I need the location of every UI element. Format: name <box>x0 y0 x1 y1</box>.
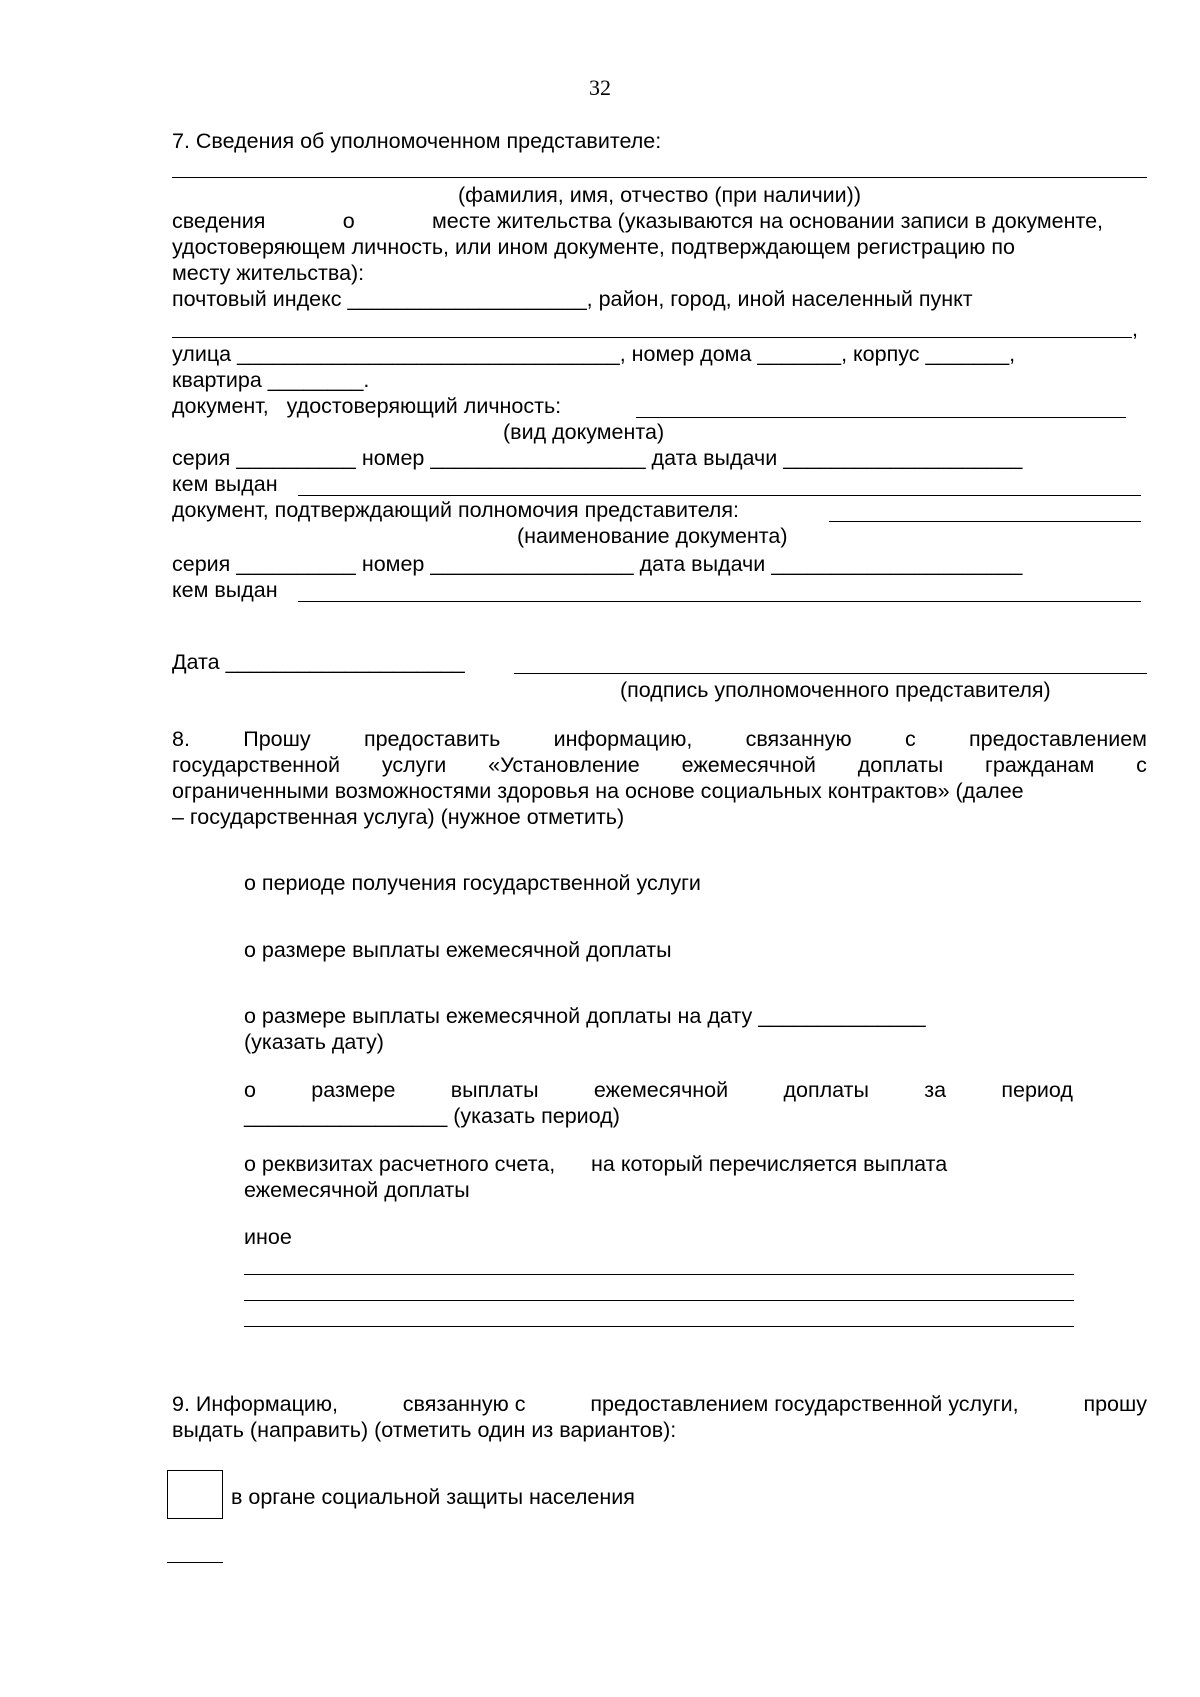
residence-word: о <box>342 209 355 233</box>
section-8-word: Прошу <box>243 727 311 751</box>
section-8-line-4: – государственная услуга) (нужное отметить) <box>172 805 625 829</box>
series-number-line-2: серия __________ номер _________________ дата выдачи _____________________ <box>172 552 1023 576</box>
apartment-line: квартира ________. <box>172 368 370 392</box>
issued-by-label-2: кем выдан <box>172 578 278 602</box>
option-word: выплаты <box>450 1078 539 1102</box>
authority-document-field-line[interactable] <box>829 521 1141 522</box>
section-9-word: предоставлением государственной услуги, <box>590 1392 1019 1416</box>
other-field-line-1[interactable] <box>244 1274 1074 1275</box>
signature-caption: (подпись уполномоченного представителя) <box>620 678 1051 702</box>
section-8-word: предоставить <box>363 727 501 751</box>
option-word: ежемесячной <box>593 1078 729 1102</box>
date-line: Дата ____________________ <box>172 650 465 674</box>
document-type-caption: (вид документа) <box>503 420 665 444</box>
id-document-field-line[interactable] <box>636 417 1126 418</box>
street-line: улица ________________________________, номер дома _______, корпус _______, <box>172 342 1016 366</box>
section-8-word: информацию, <box>553 727 693 751</box>
option-word: о <box>244 1078 256 1102</box>
section-8-word: с <box>904 727 916 751</box>
option-other[interactable]: иное <box>244 1225 292 1249</box>
series-number-line-1: серия __________ номер __________________ дата выдачи ____________________ <box>172 446 1023 470</box>
residence-word: сведения <box>172 209 266 233</box>
fio-field-line[interactable] <box>172 177 1147 178</box>
option-payment-amount[interactable]: о размере выплаты ежемесячной доплаты <box>244 938 672 962</box>
section-8-line-2 <box>172 752 1147 778</box>
option-word: за <box>924 1078 947 1102</box>
option-specify-date: (указать дату) <box>244 1030 384 1054</box>
other-field-line-2[interactable] <box>244 1300 1074 1301</box>
residence-line-2: удостоверяющем личность, или ином документе, подтверждающем регистрацию по <box>172 235 1015 259</box>
option-word: период <box>1001 1078 1073 1102</box>
option-account-details-2: ежемесячной доплаты <box>244 1178 470 1202</box>
option-word: размере <box>311 1078 396 1102</box>
section-8-word: «Установление <box>488 753 640 777</box>
issued-by-label-1: кем выдан <box>172 472 278 496</box>
section-9-line-1 <box>172 1391 1147 1417</box>
other-field-line-3[interactable] <box>244 1326 1074 1327</box>
section-9-word: прошу <box>1083 1392 1147 1416</box>
signature-field-line[interactable] <box>514 673 1147 674</box>
page-number: 32 <box>589 75 611 100</box>
section-8-word: 8. <box>172 727 190 751</box>
section-9-line-2: выдать (направить) (отметить один из вариантов): <box>172 1418 677 1442</box>
section-8-word: гражданам <box>985 753 1095 777</box>
section-8-word: доплаты <box>857 753 944 777</box>
document-name-caption: (наименование документа) <box>517 524 788 548</box>
section-8-word: связанную <box>745 727 852 751</box>
option-amount-on-date[interactable]: о размере выплаты ежемесячной доплаты на дату ______________ <box>244 1004 926 1028</box>
section-9-word: связанную с <box>402 1392 526 1416</box>
section-7-title: 7. Сведения об уполномоченном представителе: <box>172 129 662 153</box>
locality-field-line[interactable] <box>172 337 1132 338</box>
section-9-word: 9. Информацию, <box>172 1392 338 1416</box>
section-8-line-1 <box>172 726 1147 752</box>
section-8-word: с <box>1136 753 1147 777</box>
option-word: доплаты <box>783 1078 869 1102</box>
option-amount-for-period[interactable] <box>244 1077 1073 1103</box>
issued-by-field-line-1[interactable] <box>298 495 1141 496</box>
section-8-word: государственной <box>172 753 341 777</box>
authority-document-label: документ, подтверждающий полномочия представителя: <box>172 498 739 522</box>
section-8-word: услуги <box>381 753 447 777</box>
option-service-period[interactable]: о периоде получения государственной услуги <box>244 871 701 895</box>
residence-word: месте жительства (указываются на основании записи в документе, <box>431 209 1103 233</box>
id-document-label: документ, удостоверяющий личность: <box>172 394 562 418</box>
locality-comma: , <box>1132 317 1138 341</box>
fio-caption: (фамилия, имя, отчество (при наличии)) <box>458 183 861 207</box>
residence-line-1 <box>172 208 1103 234</box>
section-8-word: ежемесячной <box>681 753 816 777</box>
residence-line-3: месту жительства): <box>172 261 365 285</box>
section-8-word: предоставлением <box>969 727 1147 751</box>
issued-by-field-line-2[interactable] <box>298 601 1141 602</box>
social-protection-checkbox[interactable] <box>167 1470 223 1519</box>
section-8-line-3: ограниченными возможностями здоровья на основе социальных контрактов» (далее <box>172 779 1024 803</box>
option-account-details-1[interactable]: о реквизитах расчетного счета, на который перечисляется выплата <box>244 1152 948 1176</box>
next-option-line <box>167 1562 223 1563</box>
option-social-protection: в органе социальной защиты населения <box>231 1485 635 1509</box>
postal-index-line: почтовый индекс ____________________, район, город, иной населенный пункт <box>172 287 973 311</box>
option-specify-period: _________________ (указать период) <box>244 1104 620 1128</box>
